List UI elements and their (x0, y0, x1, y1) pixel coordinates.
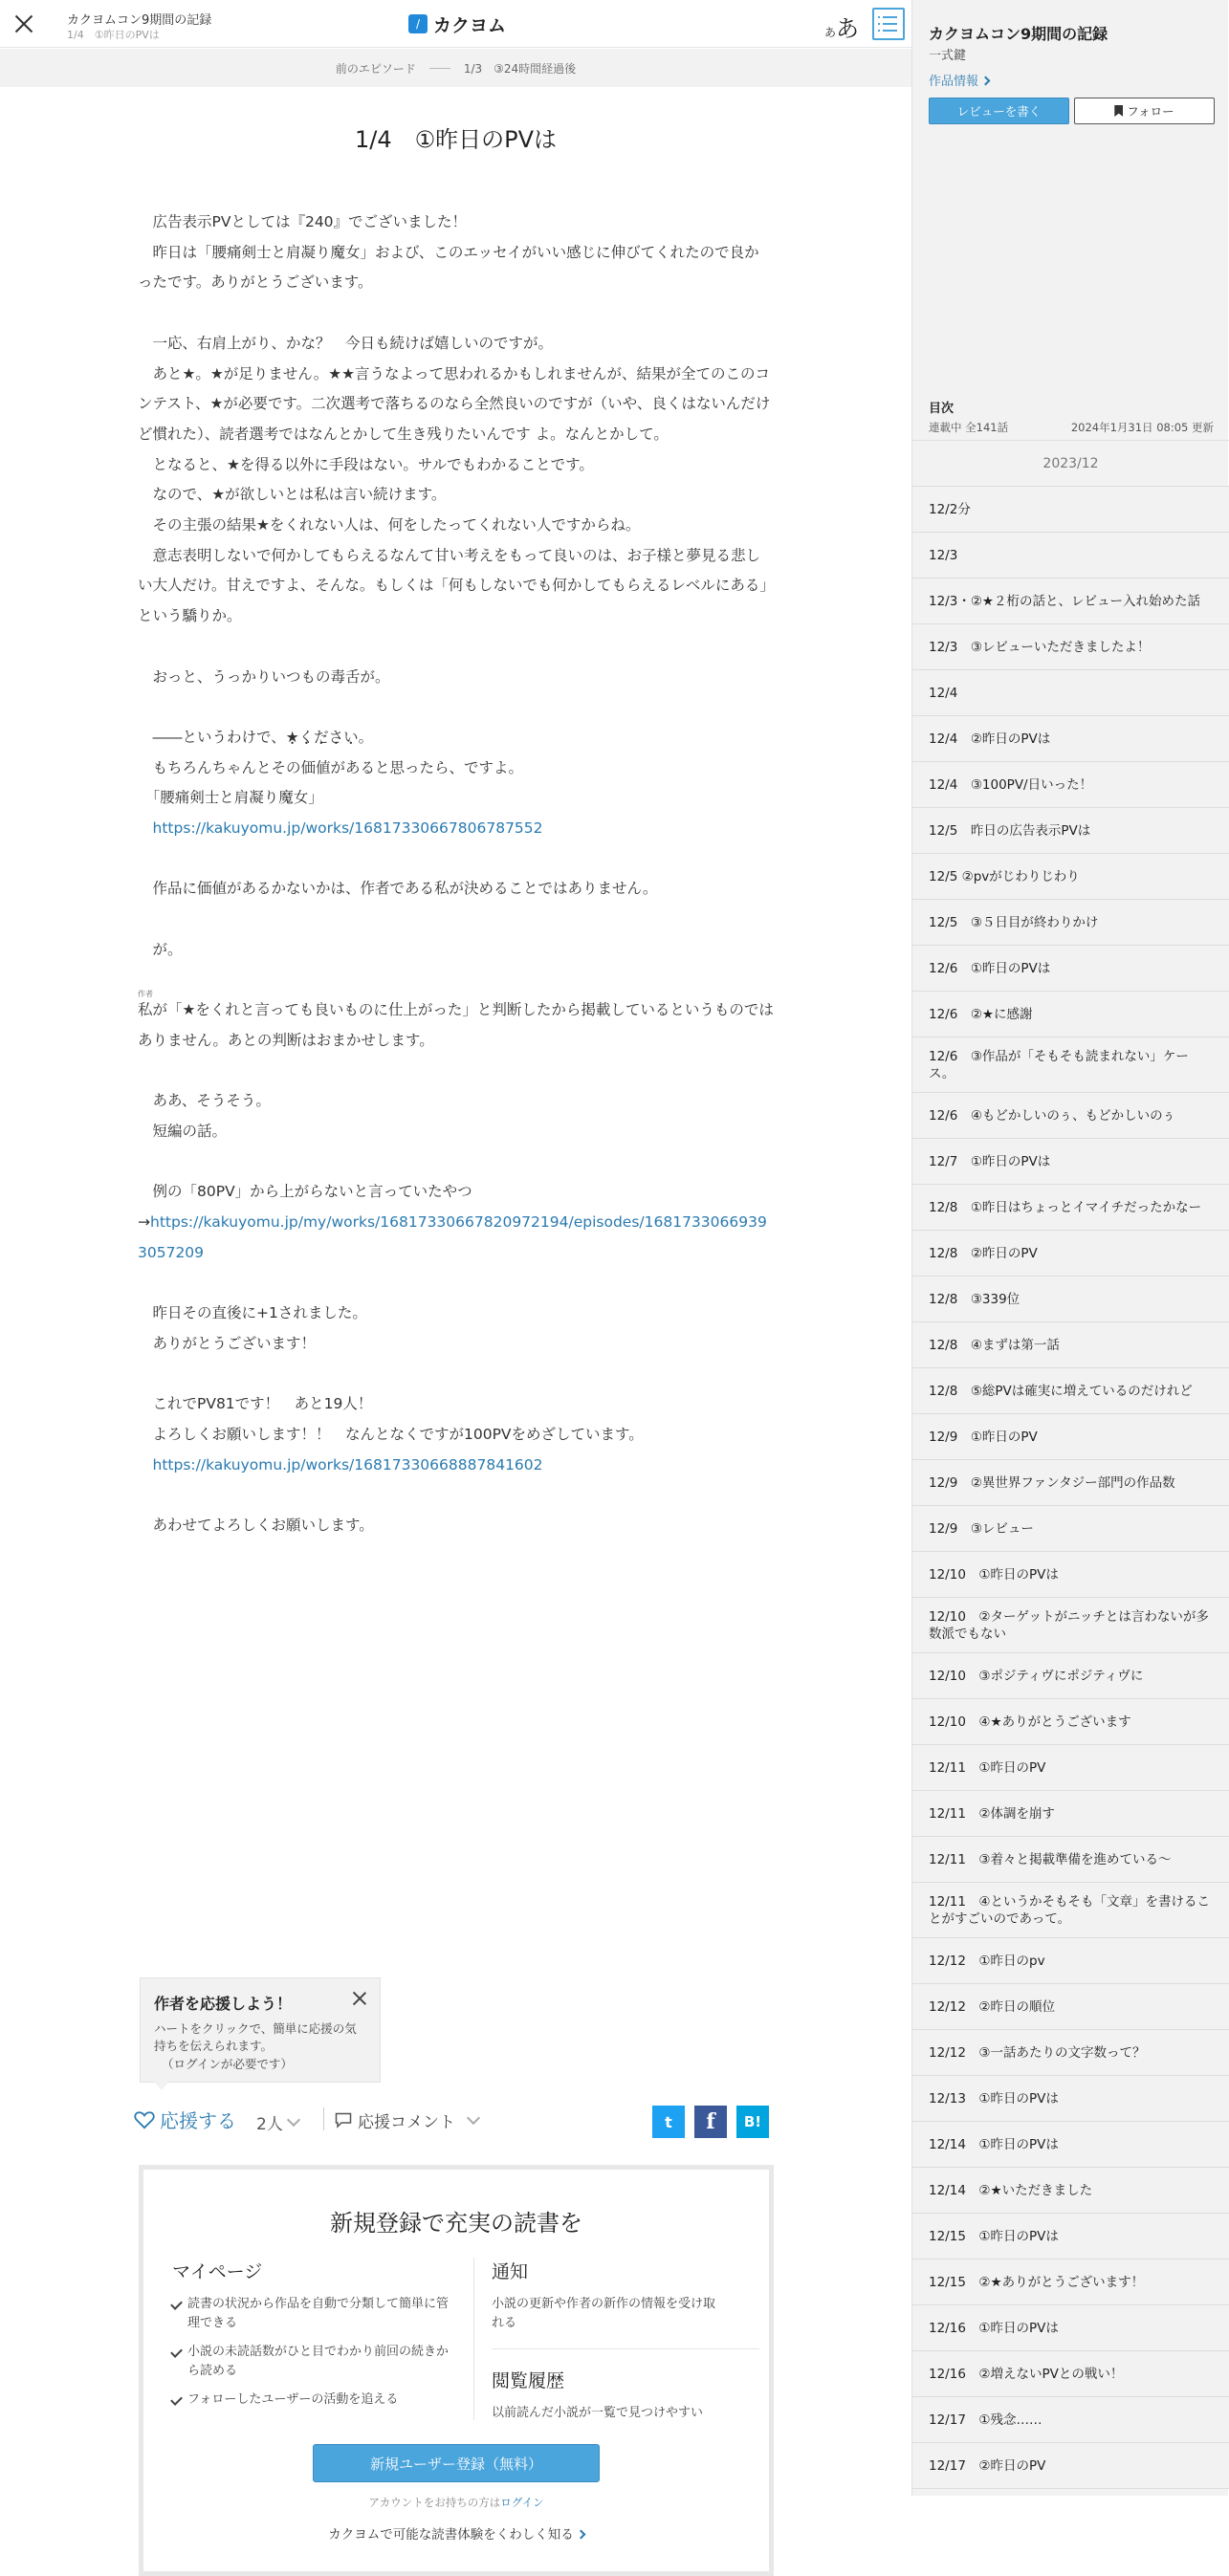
toc-episode-item[interactable]: 12/17 ②昨日のPV (912, 2443, 1229, 2489)
ruby-annotation: 作者 (138, 990, 153, 999)
work-url-link[interactable]: https://kakuyomu.jp/works/16817330667806787552 (152, 819, 543, 838)
body-paragraph: 一応、右肩上がり、かな？ 今日も続けば嬉しいのですが。 (138, 334, 554, 352)
kakuyomu-logo[interactable] (408, 12, 506, 35)
blank-line (138, 905, 774, 935)
signup-promo-box (139, 2165, 774, 2576)
body-paragraph: ああ、そうそう。 (138, 1092, 271, 1110)
toc-episode-item[interactable]: 12/8 ③339位 (912, 1277, 1229, 1322)
toc-heading: 目次 (929, 402, 955, 416)
chevron-down-icon (467, 2110, 480, 2124)
logo-text: カクヨム (433, 14, 507, 36)
follow-button[interactable] (1074, 98, 1215, 124)
register-button[interactable]: 新規ユーザー登録（無料） (313, 2444, 600, 2482)
body-paragraph: 作品に価値があるかないかは、作者である私が決めることではありません。 (138, 880, 658, 898)
blank-line (138, 692, 774, 723)
emphasis-dotted-text (286, 729, 359, 746)
write-review-button[interactable]: レビューを書く (929, 98, 1069, 124)
body-paragraph: 短編の話。 (138, 1122, 228, 1140)
work-link-line (138, 1451, 774, 1481)
toc-episode-item[interactable]: 12/15 ①昨日のPVは (912, 2214, 1229, 2259)
mypage-heading: マイページ (172, 2261, 263, 2282)
signup-title: 新規登録で充実の読書を (330, 2210, 582, 2237)
toc-episode-item[interactable]: 12/11 ④というかそもそも「文章」を書けることがすごいのであって。 (912, 1883, 1229, 1938)
prev-episode-link[interactable]: 前のエピソード (335, 61, 416, 76)
emphasis-char: く (298, 728, 315, 746)
body-paragraph: よろしくお願いします！！ なんとなくですが100PVをめざしています。 (138, 1425, 644, 1443)
feature-item: 小説の未読話数がひと目でわかり前回の続きから読める (172, 2343, 454, 2381)
history-heading: 閲覧履歴 (492, 2370, 565, 2391)
learn-more-link[interactable] (143, 2523, 769, 2543)
login-line (143, 2495, 769, 2510)
toc-episode-item[interactable]: 12/5 昨日の広告表示PVは (912, 808, 1229, 854)
support-popup-title: 作者を応援しよう！ (154, 1995, 293, 2013)
toc-episode-item[interactable]: 12/6 ②★に感謝 (912, 992, 1229, 1037)
logo-mark-icon: / (408, 14, 428, 33)
episode-list (912, 440, 1229, 2489)
body-paragraph: 例の「80PV」から上がらないと言っていたやつ (138, 1183, 472, 1201)
notify-history-column (473, 2258, 756, 2420)
toc-episode-item[interactable]: 12/11 ③着々と掲載準備を進めている～ (912, 1837, 1229, 1883)
support-popup-text: ハートをクリックで、簡単に応援の気持ちを伝えられます。 (154, 2021, 357, 2053)
cheer-button[interactable] (134, 2106, 236, 2133)
cheer-comment-label: 応援コメント (358, 2113, 455, 2132)
toc-episode-item[interactable]: 12/3 (912, 533, 1229, 579)
learn-more-label: カクヨムで可能な読書体験をくわしく知る (328, 2527, 574, 2543)
toc-episode-item[interactable]: 12/12 ②昨日の順位 (912, 1984, 1229, 2030)
toc-episode-item[interactable]: 12/4 ③100PV/日いった！ (912, 762, 1229, 808)
serial-status: 連載中 全141話 (929, 421, 1009, 434)
comment-icon (335, 2112, 352, 2128)
support-popup-note: （ログインが必要です） (162, 2057, 293, 2071)
history-desc: 以前読んだ小説が一覧で見つけやすい (492, 2406, 704, 2420)
emphasis-char: い (343, 728, 359, 746)
toc-episode-item[interactable]: 12/8 ①昨日はちょっとイマイチだったかなー (912, 1185, 1229, 1231)
toc-episode-item[interactable]: 12/12 ①昨日のpv (912, 1938, 1229, 1984)
month-header: 2023/12 (912, 441, 1229, 487)
toc-episode-item[interactable]: 12/7 ①昨日のPVは (912, 1139, 1229, 1185)
body-paragraph: もちろんちゃんとその価値があると思ったら、ですよ。 (138, 758, 524, 776)
emphasis-prefix: ――というわけで、 (138, 728, 286, 746)
feature-item: フォローしたユーザーの活動を追える (172, 2390, 454, 2410)
header-work-title[interactable]: カクヨムコン9期間の記録 (67, 13, 212, 28)
font-settings-button[interactable] (824, 10, 859, 43)
blank-line (138, 1480, 774, 1511)
blank-line (138, 966, 774, 996)
toc-episode-item[interactable]: 12/13 ①昨日のPVは (912, 2076, 1229, 2122)
prev-episode-title[interactable]: 1/3 ③24時間経過後 (463, 61, 577, 76)
body-paragraph: あと★。★が足りません。★★言うなよって思われるかもしれませんが、結果が全てのこのコンテスト、★が必要です。二次選考で落ちるのなら全然良いのですが（いや、良くはないんだけど慣れた）、読者選考ではなんとかして生き残りたいんです よ。なんとかして。 (138, 364, 771, 443)
blank-line (138, 298, 774, 329)
toc-list-icon[interactable] (872, 8, 905, 40)
body-paragraph: これでPV81です！ あと19人！ (138, 1395, 373, 1413)
toc-episode-item[interactable]: 12/4 ②昨日のPVは (912, 716, 1229, 762)
body-paragraph: となると、★を得る以外に手段はない。サルでもわかることです。 (138, 455, 594, 473)
cheer-comment-button[interactable] (335, 2108, 478, 2132)
toc-episode-item[interactable]: 12/8 ⑤総PVは確実に増えているのだけれど (912, 1368, 1229, 1414)
toc-meta (929, 420, 1214, 435)
toc-episode-item[interactable]: 12/6 ③作品が「そもそも読まれない」ケース。 (912, 1037, 1229, 1093)
episode-main (0, 87, 911, 2543)
chevron-right-icon (576, 2530, 585, 2540)
toc-episode-item[interactable]: 12/10 ③ポジティヴにポジティヴに (912, 1653, 1229, 1699)
toc-episode-item[interactable]: 12/3・②★２桁の話と、レビュー入れ始めた話 (912, 579, 1229, 624)
toc-episode-item[interactable]: 12/5 ②pvがじわりじわり (912, 854, 1229, 900)
body-paragraph: 「腰痛剣士と肩凝り魔女」 (138, 789, 323, 807)
blank-line (138, 1360, 774, 1390)
font-small-glyph: あ (824, 26, 837, 39)
nav-divider (429, 68, 450, 69)
episode-url-link[interactable]: https://kakuyomu.jp/my/works/16817330667820972194/episodes/16817330669393057209 (138, 1213, 767, 1261)
sidebar-author[interactable]: 一式鍵 (929, 49, 967, 63)
toc-episode-item[interactable]: 12/9 ①昨日のPV (912, 1414, 1229, 1460)
toc-episode-item[interactable]: 12/4 (912, 670, 1229, 716)
cheer-label: 応援する (160, 2109, 236, 2132)
reaction-divider (323, 2107, 324, 2130)
mypage-column (172, 2258, 454, 2419)
work-link-line (138, 814, 774, 844)
toc-episode-item[interactable]: 12/5 ③５日目が終わりかけ (912, 900, 1229, 946)
toc-episode-item[interactable]: 12/6 ④もどかしいのぅ、もどかしいのぅ (912, 1093, 1229, 1139)
work-info-label: 作品情報 (929, 75, 979, 89)
emphasis-char: ★ • (286, 729, 299, 746)
episode-nav-bar (0, 49, 911, 87)
ruby-base-char: 私 (138, 1001, 153, 1019)
body-paragraph: 意志表明しないで何かしてもらえるなんて甘い考えをもって良いのは、お子様と夢見る悲しい大人だけ。甘えですよ、そんな。もしくは「何もしないでも何かしてもらえるレベルにある」という驕りか。 (138, 546, 768, 625)
facebook-share-icon[interactable]: f (694, 2106, 727, 2138)
toc-episode-item[interactable]: 12/15 ②★ありがとうございます！ (912, 2259, 1229, 2305)
toc-episode-item[interactable]: 12/10 ②ターゲットがニッチとは言わないが多数派でもない (912, 1598, 1229, 1653)
blank-line (138, 1147, 774, 1178)
follow-label: フォロー (1127, 104, 1174, 119)
notify-desc: 小説の更新や作者の新作の情報を受け取れる (492, 2297, 716, 2330)
font-large-glyph: あ (836, 15, 860, 42)
body-paragraph: 昨日は「腰痛剣士と肩凝り魔女」および、このエッセイがいい感じに伸びてくれたので良かったです。ありがとうございます。 (138, 243, 759, 292)
cheer-count-dropdown[interactable] (256, 2110, 298, 2134)
updated-date: 2024年1月31日 08:05 更新 (1070, 421, 1214, 434)
body-paragraph: が。 (138, 940, 183, 958)
header-episode-label: 1/4 ①昨日のPVは (67, 29, 160, 41)
emphasis-suffix: 。 (358, 728, 374, 746)
episode-title: 1/4 ①昨日のPVは (354, 126, 558, 153)
toc-episode-item[interactable]: 12/2分 (912, 487, 1229, 533)
ruby-paragraph (138, 990, 774, 1056)
toc-episode-item[interactable]: 12/11 ②体調を崩す (912, 1791, 1229, 1837)
ruby-base (138, 990, 153, 1019)
heart-icon (134, 2110, 155, 2129)
toc-episode-item[interactable]: 12/9 ②異世界ファンタジー部門の作品数 (912, 1460, 1229, 1506)
body-paragraph: ありがとうございます！ (138, 1334, 317, 1352)
chevron-right-icon (981, 76, 991, 86)
episode-link-line (138, 1208, 774, 1268)
toc-episode-item[interactable]: 12/8 ④まずは第一話 (912, 1322, 1229, 1368)
body-paragraph: 昨日その直後に+1されました。 (138, 1304, 367, 1322)
toc-episode-item[interactable]: 12/16 ①昨日のPVは (912, 2305, 1229, 2351)
toc-episode-item[interactable]: 12/9 ③レビュー (912, 1506, 1229, 1552)
chevron-down-icon (287, 2112, 300, 2126)
toc-episode-item[interactable]: 12/8 ②昨日のPV (912, 1231, 1229, 1277)
close-icon[interactable] (351, 1990, 368, 2007)
body-paragraph: なので、★が欲しいとは私は言い続けます。 (138, 486, 447, 504)
toc-episode-item[interactable]: 12/17 ①残念…… (912, 2397, 1229, 2443)
close-icon[interactable] (11, 11, 36, 36)
body-paragraph: おっと、うっかりいつもの毒舌が。 (138, 667, 390, 686)
blank-line (138, 1057, 774, 1087)
work-info-link[interactable] (929, 71, 989, 89)
bookmark-plus-icon (1114, 105, 1123, 117)
cheer-count: 2人 (256, 2115, 283, 2134)
toc-episode-item[interactable]: 12/14 ①昨日のPVは (912, 2122, 1229, 2168)
toc-episode-item[interactable]: 12/10 ④★ありがとうございます (912, 1699, 1229, 1745)
top-header (0, 0, 911, 48)
login-prefix: アカウントをお持ちの方は (368, 2496, 501, 2509)
toc-episode-item[interactable]: 12/10 ①昨日のPVは (912, 1552, 1229, 1598)
feature-item: 読書の状況から作品を自動で分類して簡単に管理できる (172, 2295, 454, 2333)
body-paragraph: その主張の結果★をくれない人は、何をしたってくれない人ですからね。 (138, 516, 641, 535)
blank-line (138, 844, 774, 875)
blank-line (138, 632, 774, 663)
toc-episode-item[interactable]: 12/12 ③一話あたりの文字数って？ (912, 2030, 1229, 2076)
toc-episode-item[interactable]: 12/6 ①昨日のPVは (912, 946, 1229, 992)
toc-episode-item[interactable]: 12/11 ①昨日のPV (912, 1745, 1229, 1791)
sidebar-work-title[interactable]: カクヨムコン9期間の記録 (929, 25, 1108, 43)
episode-body (138, 207, 774, 1541)
ruby-line-rest: が「★をくれと言っても良いものに仕上がった」と判断したから掲載しているというものではありません。あとの判断はおまかせします。 (138, 1001, 774, 1049)
body-paragraph: 広告表示PVとしては『240』でございました！ (138, 213, 468, 230)
hatena-bookmark-icon[interactable]: B! (736, 2106, 769, 2138)
login-link[interactable]: ログイン (500, 2496, 544, 2509)
work-url-link[interactable]: https://kakuyomu.jp/works/16817330668887841602 (152, 1455, 543, 1474)
twitter-share-icon[interactable]: t (652, 2106, 685, 2138)
notify-heading: 通知 (492, 2261, 529, 2282)
body-paragraph: あわせてよろしくお願いします。 (138, 1517, 374, 1535)
toc-episode-item[interactable]: 12/14 ②★いただきました (912, 2168, 1229, 2214)
arrow-prefix: → (138, 1213, 150, 1232)
toc-sidebar (911, 0, 1228, 2496)
toc-episode-item[interactable]: 12/3 ③レビューいただきましたよ！ (912, 624, 1229, 670)
blank-line (138, 1268, 774, 1299)
reaction-bar (134, 2100, 775, 2138)
emphasis-char: だ (314, 728, 329, 746)
support-popup (140, 1977, 381, 2083)
column-divider (492, 2348, 759, 2349)
toc-episode-item[interactable]: 12/16 ②増えないPVとの戦い！ (912, 2351, 1229, 2397)
emphasis-char: さ (328, 728, 344, 746)
emphasis-line (138, 723, 774, 753)
